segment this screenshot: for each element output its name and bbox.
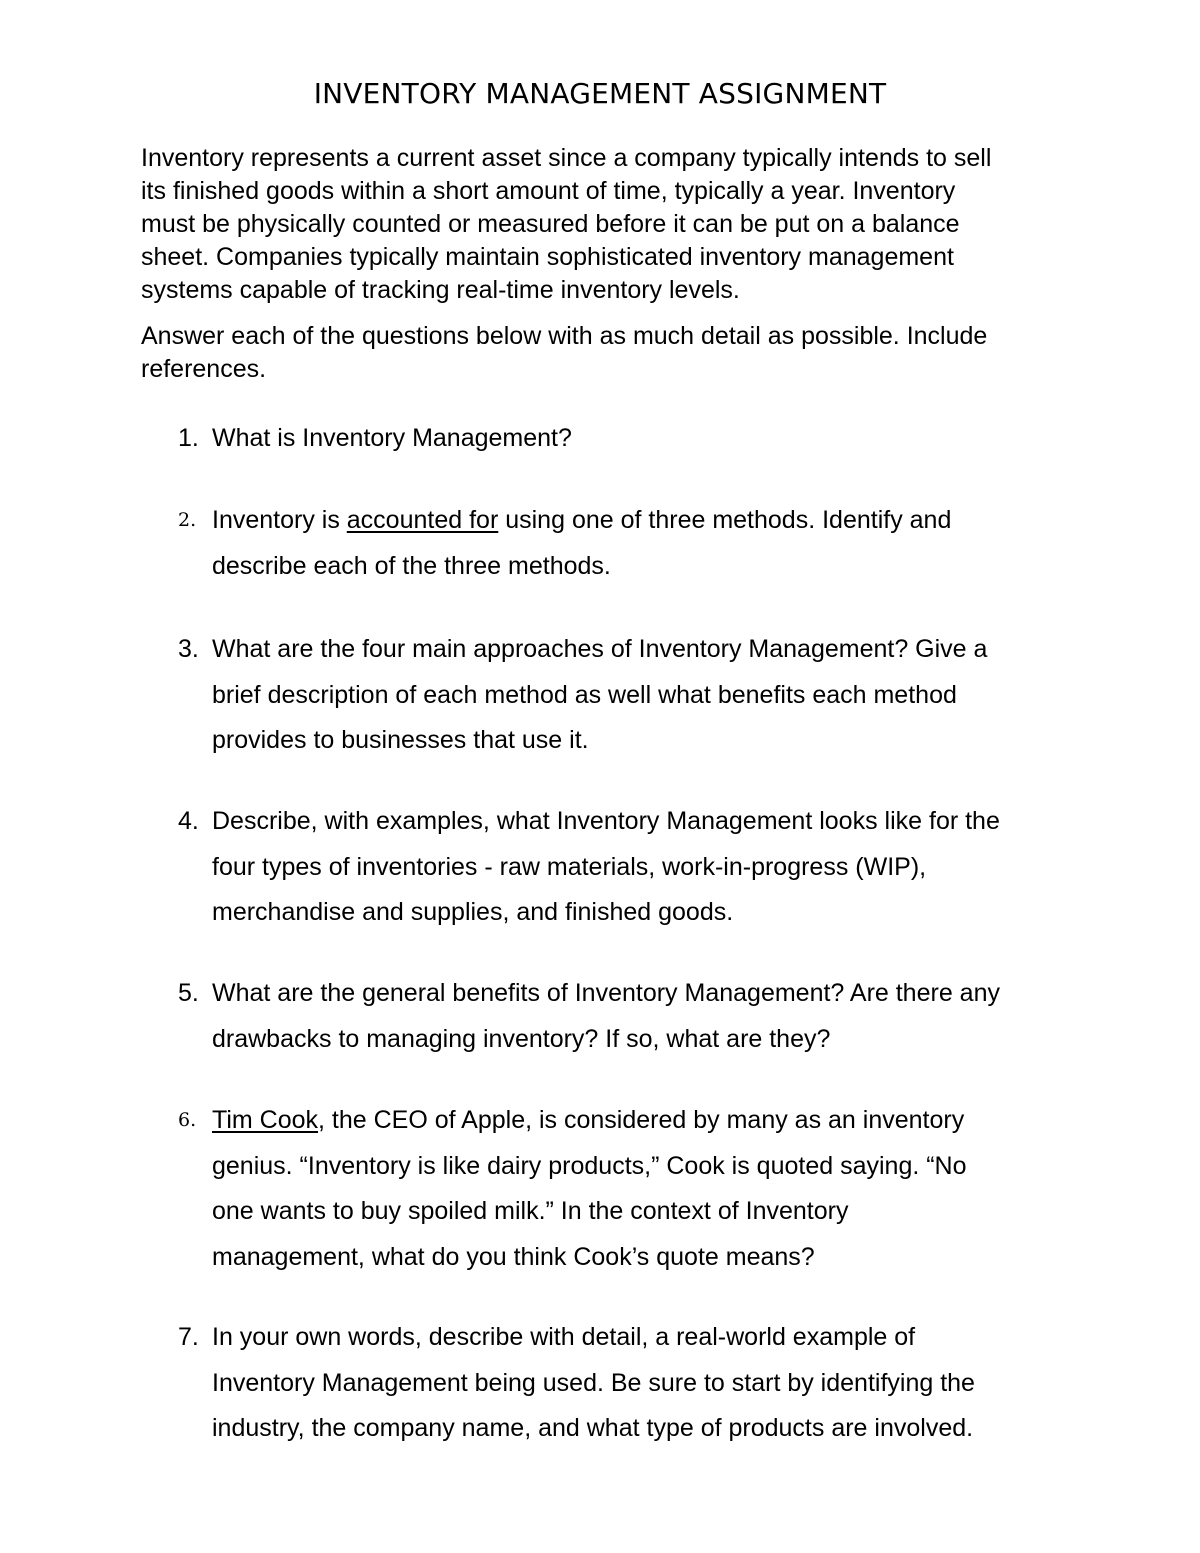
question-line: one wants to buy spoiled milk.” In the context of Inventory <box>212 1197 849 1225</box>
question-line <box>212 498 1112 544</box>
intro-line: systems capable of tracking real-time inventory levels. <box>141 276 740 304</box>
question-number: 6. <box>178 1109 197 1131</box>
question-text <box>212 416 1112 462</box>
instructions-line: references. <box>141 355 267 383</box>
intro-line: Inventory represents a current asset since a company typically intends to sell <box>141 144 992 172</box>
question-line: industry, the company name, and what type of products are involved. <box>212 1414 974 1442</box>
question-line: drawbacks to managing inventory? If so, what are they? <box>212 1024 831 1053</box>
question-text <box>212 971 1112 1062</box>
question-text-segment: Inventory is <box>212 506 347 534</box>
intro-line: sheet. Companies typically maintain sophisticated inventory management <box>141 243 954 271</box>
question-text-segment: , the CEO of Apple, is considered by many as an inventory <box>318 1106 965 1134</box>
question-line: management, what do you think Cook’s quote means? <box>212 1242 815 1271</box>
intro-line: must be physically counted or measured before it can be put on a balance <box>141 210 960 238</box>
question-line: merchandise and supplies, and finished goods. <box>212 898 734 926</box>
question-line: Inventory Management being used. Be sure to start by identifying the <box>212 1368 975 1397</box>
question-text <box>212 799 1112 936</box>
question-number: 2. <box>178 509 197 531</box>
question-number: 3. <box>178 635 199 663</box>
tim-cook-link[interactable]: Tim Cook <box>212 1106 319 1134</box>
question-number: 1. <box>178 424 199 452</box>
instructions-line: Answer each of the questions below with as much detail as possible. Include <box>141 322 988 350</box>
instructions-paragraph <box>141 320 1061 386</box>
intro-paragraph <box>141 142 1061 307</box>
question-text <box>212 1315 1112 1452</box>
question-line: describe each of the three methods. <box>212 551 611 580</box>
question-line: brief description of each method as well what benefits each method <box>212 680 957 709</box>
question-line: What are the general benefits of Inventory Management? Are there any <box>212 979 1000 1007</box>
document-title: INVENTORY MANAGEMENT ASSIGNMENT <box>313 77 887 110</box>
question-line: provides to businesses that use it. <box>212 726 589 754</box>
question-number: 7. <box>178 1323 199 1351</box>
question-line: In your own words, describe with detail, a real-world example of <box>212 1323 916 1351</box>
question-line: genius. “Inventory is like dairy products,” Cook is quoted saying. “No <box>212 1151 967 1180</box>
intro-line: its finished goods within a short amount of time, typically a year. Inventory <box>141 177 956 205</box>
question-number: 4. <box>178 807 199 835</box>
question-line <box>212 1098 1112 1144</box>
question-text <box>212 1098 1112 1280</box>
question-line: four types of inventories - raw materials, work-in-progress (WIP), <box>212 852 927 881</box>
question-text-segment: using one of three methods. Identify and <box>498 506 952 534</box>
question-line: What is Inventory Management? <box>212 424 572 452</box>
question-line: Describe, with examples, what Inventory Management looks like for the <box>212 807 1000 835</box>
question-text <box>212 627 1112 764</box>
accounted-for-link[interactable]: accounted for <box>346 506 499 534</box>
question-text <box>212 498 1112 589</box>
question-number: 5. <box>178 979 199 1007</box>
question-line: What are the four main approaches of Inventory Management? Give a <box>212 635 988 663</box>
